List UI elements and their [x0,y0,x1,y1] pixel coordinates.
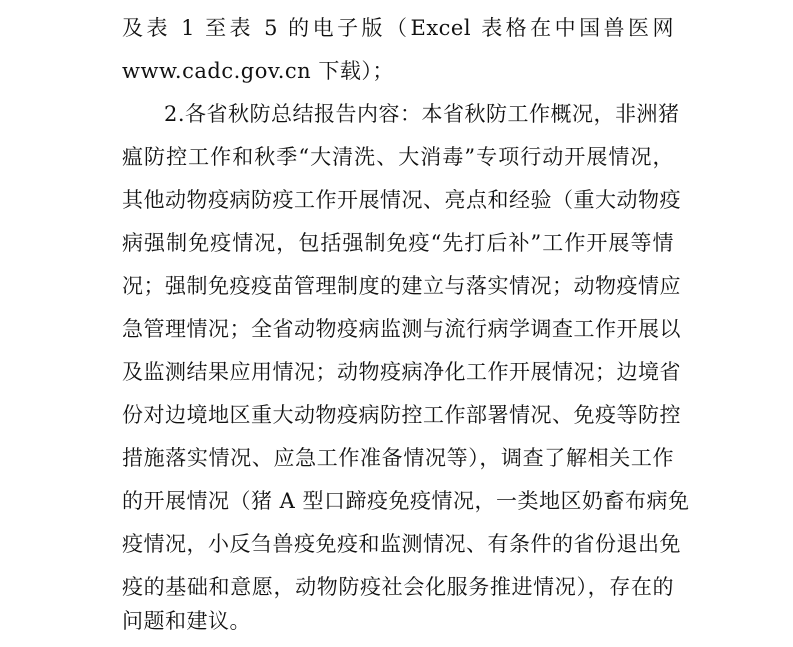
text-line-12: 的开展情况（猪 A 型口蹄疫免疫情况，一类地区奶畜布病免 [122,489,690,513]
text-line-4: 瘟防控工作和秋季“大清洗、大消毒”专项行动开展情况， [122,145,674,169]
text-line-14: 疫的基础和意愿，动物防疫社会化服务推进情况），存在的 [122,575,674,599]
text-line-15: 问题和建议。 [122,609,251,633]
text-line-3: 2.各省秋防总结报告内容：本省秋防工作概况，非洲猪 [164,102,680,126]
text-line-10: 份对边境地区重大动物疫病防控工作部署情况、免疫等防控 [122,403,681,427]
text-line-2: www.cadc.gov.cn 下载）； [122,59,394,83]
text-line-11: 措施落实情况、应急工作准备情况等），调查了解相关工作 [122,446,674,470]
text-line-13: 疫情况，小反刍兽疫免疫和监测情况、有条件的省份退出免 [122,532,681,556]
text-line-5: 其他动物疫病防疫工作开展情况、亮点和经验（重大动物疫 [122,188,681,212]
text-line-7: 况；强制免疫疫苗管理制度的建立与落实情况；动物疫情应 [122,274,681,298]
text-line-6: 病强制免疫情况，包括强制免疫“先打后补”工作开展等情 [122,231,674,255]
text-line-1: 及表 1 至表 5 的电子版（Excel 表格在中国兽医网 [122,16,674,40]
text-line-9: 及监测结果应用情况；动物疫病净化工作开展情况；边境省 [122,360,681,384]
text-line-8: 急管理情况；全省动物疫病监测与流行病学调查工作开展以 [122,317,681,341]
